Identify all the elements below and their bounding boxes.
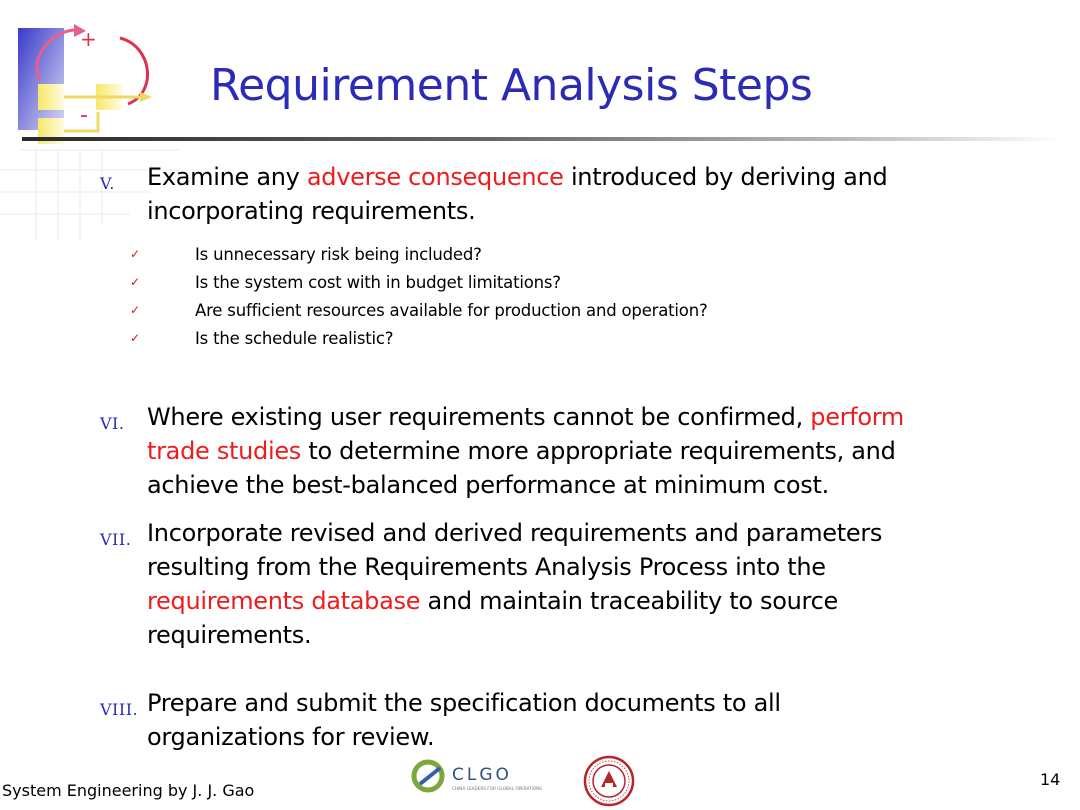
text-span: Incorporate revised and derived requirements and parameters (147, 519, 883, 547)
text-span: resulting from the Requirements Analysis Process into the (147, 553, 826, 581)
checkmark-icon: ✓ (130, 303, 141, 317)
text-line (147, 400, 1017, 434)
text-line (147, 468, 1017, 502)
text-line (147, 720, 1017, 754)
clgo-logo-tagline: CHINA LEADERS FOR GLOBAL OPERATIONS (452, 786, 542, 791)
highlighted-text: adverse consequence (306, 163, 564, 191)
text-line (147, 550, 1017, 584)
title-divider (22, 137, 1062, 141)
text-span: incorporating requirements. (147, 197, 476, 225)
text-span: Prepare and submit the specification documents to all (147, 689, 781, 717)
sub-list-item-text: Is the system cost with in budget limitations? (195, 273, 561, 292)
text-span: to determine more appropriate requirements, and (301, 437, 896, 465)
footer-text: System Engineering by J. J. Gao (2, 781, 255, 800)
list-item-text (147, 686, 1017, 754)
svg-text:+: + (80, 27, 97, 51)
list-item-numeral: VI. (100, 414, 125, 433)
text-line (147, 160, 1017, 194)
clgo-logo-text: CLGO (452, 765, 512, 785)
sub-list-item (0, 244, 1080, 272)
text-line (147, 618, 1017, 652)
list-item-numeral: VII. (100, 530, 132, 549)
text-line (147, 584, 1017, 618)
text-line (147, 686, 1017, 720)
checkmark-icon: ✓ (130, 331, 141, 345)
text-span: introduced by deriving and (563, 163, 888, 191)
text-span: Examine any (147, 163, 307, 191)
text-line (147, 434, 1017, 468)
highlighted-text: perform (810, 403, 905, 431)
sub-list-item-text: Are sufficient resources available for production and operation? (195, 301, 708, 320)
list-item-text (147, 516, 1017, 652)
sub-list-item-text: Is unnecessary risk being included? (195, 245, 482, 264)
text-span: requirements. (147, 621, 312, 649)
list-item-text (147, 400, 1017, 502)
list-item-text (147, 160, 1017, 228)
svg-text:-: - (80, 103, 88, 128)
highlighted-text: trade studies (147, 437, 302, 465)
university-seal-icon (583, 755, 635, 807)
checkmark-icon: ✓ (130, 247, 141, 261)
text-line (147, 516, 1017, 550)
clgo-logo (410, 758, 545, 794)
checkmark-icon: ✓ (130, 275, 141, 289)
text-span: Where existing user requirements cannot be confirmed, (147, 403, 811, 431)
list-item-numeral: V. (100, 174, 115, 193)
sub-list-item (0, 300, 1080, 328)
list-item-numeral: VIII. (100, 700, 139, 719)
sub-list-item (0, 272, 1080, 300)
highlighted-text: requirements database (147, 587, 421, 615)
text-line (147, 194, 1017, 228)
sub-list-item (0, 328, 1080, 356)
text-span: achieve the best-balanced performance at minimum cost. (147, 471, 829, 499)
slide-title: Requirement Analysis Steps (210, 60, 813, 111)
text-span: and maintain traceability to source (420, 587, 838, 615)
text-span: organizations for review. (147, 723, 435, 751)
sub-list-item-text: Is the schedule realistic? (195, 329, 394, 348)
page-number: 14 (1040, 770, 1061, 789)
